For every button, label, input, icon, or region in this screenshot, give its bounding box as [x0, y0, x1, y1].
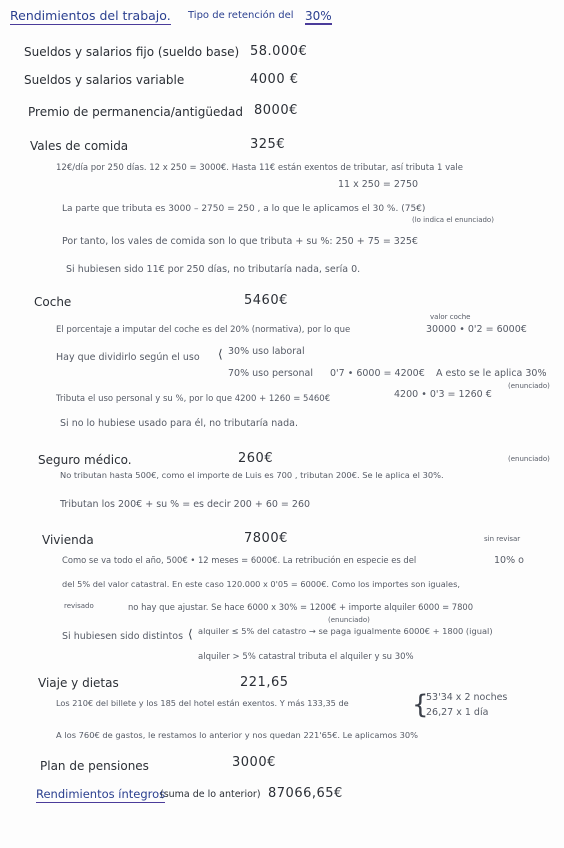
total-label: Rendimientos íntegros — [36, 787, 166, 801]
coche-line-1-calc: 30000 • 0'2 = 6000€ — [426, 324, 527, 335]
seguro-line-1: No tributan hasta 500€, como el importe de Luis es 700 , tributan 200€. Se le aplica el 30%. — [60, 470, 444, 480]
vivienda-label: Vivienda — [42, 533, 94, 547]
coche-label: Coche — [34, 295, 72, 309]
vivienda-line-2: del 5% del valor catastral. En este caso 120.000 x 0'05 = 6000€. Como los importes son iguales, — [62, 579, 460, 589]
sueldos-variable-value: 4000 € — [250, 72, 299, 87]
coche-uso-personal: 70% uso personal — [228, 368, 313, 379]
vivienda-line-5: alquiler > 5% catastral tributa el alquiler y su 30% — [198, 652, 414, 662]
vales-line-1: 12€/día por 250 días. 12 x 250 = 3000€. Hasta 11€ están exentos de tributar, así tributa 1 vale — [56, 163, 463, 173]
retention-label: Tipo de retención del — [188, 10, 294, 21]
vales-line-4: Si hubiesen sido 11€ por 250 días, no tributaría nada, sería 0. — [66, 264, 361, 275]
coche-aplica-30: A esto se le aplica 30% — [436, 368, 547, 379]
viaje-value: 221,65 — [240, 675, 289, 690]
sueldos-variable-label: Sueldos y salarios variable — [24, 73, 185, 87]
sueldos-fijo-value: 58.000€ — [250, 44, 308, 59]
vivienda-line-4a: Si hubiesen sido distintos — [62, 631, 184, 642]
viaje-label: Viaje y dietas — [38, 676, 119, 690]
vales-line-3: Por tanto, los vales de comida son lo que tributa + su %: 250 + 75 = 325€ — [62, 236, 418, 247]
coche-valor-note: valor coche — [430, 313, 471, 321]
plan-label: Plan de pensiones — [40, 759, 149, 773]
seguro-enunciado-note: (enunciado) — [508, 455, 550, 463]
coche-value: 5460€ — [244, 293, 288, 308]
viaje-brace: { — [412, 690, 429, 720]
viaje-line-2: A los 760€ de gastos, le restamos lo anterior y nos quedan 221'65€. Le aplicamos 30% — [56, 730, 419, 740]
viaje-brace-2: 26,27 x 1 día — [426, 707, 489, 718]
retention-value: 30% — [305, 9, 332, 23]
vivienda-value: 7800€ — [244, 531, 288, 546]
vales-line-2-note: (lo indica el enunciado) — [412, 216, 494, 224]
coche-line-3: Tributa el uso personal y su %, por lo que 4200 + 1260 = 5460€ — [56, 394, 331, 404]
coche-enunciado-note: (enunciado) — [508, 382, 550, 390]
plan-value: 3000€ — [232, 755, 276, 770]
vivienda-sin-revisar: sin revisar — [484, 535, 521, 543]
coche-uso-laboral: 30% uso laboral — [228, 346, 305, 357]
vales-line-2: La parte que tributa es 3000 – 2750 = 250 , a lo que le aplicamos el 30 %. (75€) — [62, 204, 426, 214]
seguro-value: 260€ — [238, 451, 274, 466]
coche-calc-1260: 4200 • 0'3 = 1260 € — [394, 389, 492, 400]
coche-line-2: Hay que dividirlo según el uso — [56, 352, 200, 363]
sueldos-fijo-label: Sueldos y salarios fijo (sueldo base) — [24, 45, 240, 59]
coche-line-4: Si no lo hubiese usado para él, no tributaría nada. — [60, 418, 298, 429]
coche-line-1: El porcentaje a imputar del coche es del 20% (normativa), por lo que — [56, 325, 351, 335]
total-note: (suma de lo anterior) — [160, 789, 261, 800]
vales-line-1b: 11 x 250 = 2750 — [338, 179, 419, 190]
seguro-label: Seguro médico. — [38, 453, 132, 467]
vivienda-split-bracket: ⟨ — [188, 627, 193, 641]
vivienda-line-1: Como se va todo el año, 500€ • 12 meses = 6000€. La retribución en especie es del — [62, 555, 417, 565]
vivienda-line-4b: alquiler ≤ 5% del catastro → se paga igualmente 6000€ + 1800 (igual) — [198, 626, 493, 636]
vales-value: 325€ — [250, 137, 286, 152]
viaje-line-1: Los 210€ del billete y los 185 del hotel están exentos. Y más 133,35 de — [56, 698, 349, 708]
seguro-line-2: Tributan los 200€ + su % = es decir 200 + 60 = 260 — [60, 499, 311, 510]
total-value: 87066,65€ — [268, 786, 343, 801]
vivienda-enunciado-note: (enunciado) — [328, 616, 370, 624]
page-title: Rendimientos del trabajo. — [10, 8, 171, 23]
premio-label: Premio de permanencia/antigüedad — [28, 105, 243, 119]
viaje-brace-1: 53'34 x 2 noches — [426, 692, 508, 703]
vivienda-line-1-pct: 10% o — [494, 555, 524, 566]
vivienda-revisado: revisado — [64, 602, 94, 610]
vales-label: Vales de comida — [30, 139, 129, 153]
vivienda-line-3: no hay que ajustar. Se hace 6000 x 30% = 1200€ + importe alquiler 6000 = 7800 — [128, 602, 474, 612]
coche-calc-personal: 0'7 • 6000 = 4200€ — [330, 368, 425, 379]
coche-split-bracket: ⟨ — [218, 347, 223, 361]
premio-value: 8000€ — [254, 103, 298, 118]
